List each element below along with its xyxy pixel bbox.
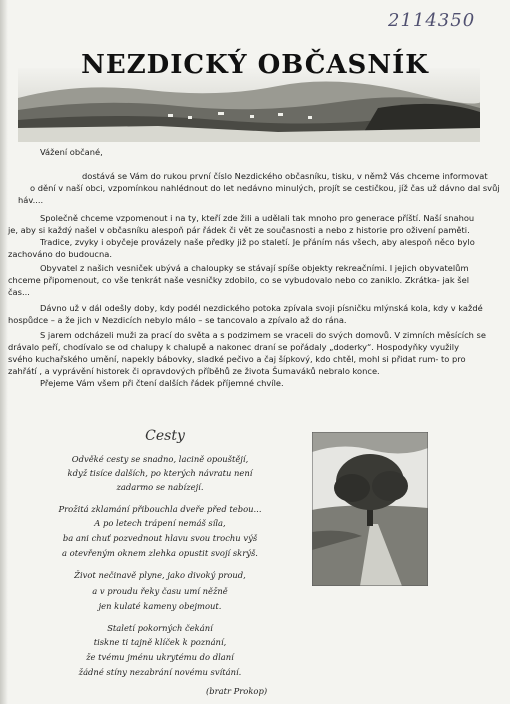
body-line: chceme připomenout, co vše tenkrát naše vesničky zdobilo, co se vybudovalo nebo co zaniklo. Zkrátka- jak šel xyxy=(8,275,470,285)
poem-line: že tvému jménu ukrytému do dlaní xyxy=(86,652,234,662)
poem-line: Odvěké cesty se snadno, lacině opouštějí, xyxy=(71,454,249,464)
body-line: zachováno do budoucna. xyxy=(8,249,112,259)
poem-line: Prožitá zklamání přibouchla dveře před tebou... xyxy=(58,504,262,514)
poem-line: zadarmo se nabízejí. xyxy=(116,482,204,492)
greeting: Vážení občané, xyxy=(40,147,103,157)
poem-line: Staletí pokorných čekání xyxy=(107,623,213,633)
body-line: o dění v naší obci, vzpomínkou nahlédnout do let nedávno minulých, projít se cestičkou, jíž čas už dávno dal svůj xyxy=(30,183,500,193)
body-line: Přejeme Vám všem při čtení dalších řádek příjemné chvíle. xyxy=(40,378,284,388)
poem-line: ba ani chuť pozvednout hlavu svou trochu výš xyxy=(62,533,258,543)
poem-line: tiskne ti tajně klíček k poznání, xyxy=(93,637,227,647)
poem-line: žádné stíny nezabrání novému svítání. xyxy=(78,667,242,677)
body-line: Obyvatel z našich vesniček ubývá a chaloupky se stávají spíše objekty rekreačními. I jejich obyvatelům xyxy=(40,263,469,273)
poem-title: Cesty xyxy=(145,428,185,444)
poem-line: jen kulaté kameny obejmout. xyxy=(98,601,222,611)
body-line: je, aby si každý našel v občasníku alespoň pár řádek či vět ze současnosti a nebo z historie pro oživení paměti. xyxy=(8,225,470,235)
body-line: svého kuchařského umění, napekly bábovky, sladké pečivo a čaj šípkový, kdo chtěl, mohl si přidat rum- to pro xyxy=(8,354,466,364)
body-line: drávalo peří, chodívalo se od chalupy k chalupě a nakonec draní se pořádaly „doderky“. Hospodyňky využily xyxy=(8,342,459,352)
body-line: hospůdce – a že jich v Nezdicích nebylo málo – se tancovalo a zpívalo až do rána. xyxy=(8,315,347,325)
page-edge-shadow xyxy=(0,0,8,704)
poem-author: (bratr Prokop) xyxy=(206,686,268,696)
body-line: háv.... xyxy=(18,195,44,205)
body-line: čas... xyxy=(8,287,30,297)
body-line: Společně chceme vzpomenout i na ty, kteří zde žili a udělali tak mnoho pro generace příští. Naší snahou xyxy=(40,213,475,223)
newsletter-title: NEZDICKÝ OBČASNÍK xyxy=(81,50,429,80)
poem-line: a v proudu řeky času umí něžně xyxy=(92,586,228,596)
body-line: Tradice, zvyky i obyčeje provázely naše předky již po staletí. Je přáním nás všech, aby alespoň něco bylo xyxy=(40,237,475,247)
poem-line: A po letech trápení nemáš síla, xyxy=(94,518,226,528)
poem-line: Život nečinavě plyne, jako divoký proud, xyxy=(74,570,246,580)
handwritten-number: 2114350 xyxy=(388,10,476,31)
body-line: Dávno už v dál odešly doby, kdy podél nezdického potoka zpívala svoji písničku mlýnská kola, kdy v každé xyxy=(40,303,483,313)
tree-photo xyxy=(312,432,428,586)
poem-line: a otevřeným oknem zlehka opustit svojí skrýš. xyxy=(62,548,258,558)
poem-line: když tisíce dalších, po kterých návratu není xyxy=(67,468,253,478)
body-line: S jarem odcházeli muži za prací do světa a s podzimem se vraceli do svých domovů. V zimních měsících se xyxy=(40,330,486,340)
body-line: dostává se Vám do rukou první číslo Nezdického občasníku, tisku, v němž Vás chceme informovat xyxy=(82,171,488,181)
body-line: zahřátí , a vyprávění historek či opravdových příběhů ze života Šumaváků nebralo konce. xyxy=(8,366,380,376)
